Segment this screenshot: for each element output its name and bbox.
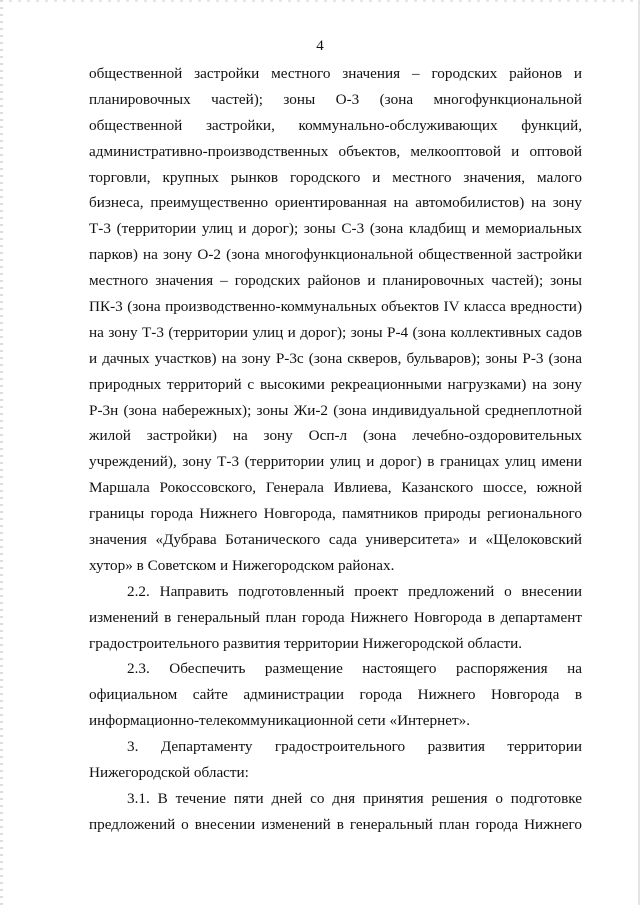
text-line: бизнеса, преимущественно ориентированная на автомобилистов) на зону xyxy=(89,194,582,212)
text-line: 2.3. Обеспечить размещение настоящего распоряжения на xyxy=(127,660,582,678)
text-line: парков) на зону О-2 (зона многофункциональной общественной застройки xyxy=(89,246,582,264)
text-line: Нижегородской области: xyxy=(89,764,249,782)
text-line: на зону Т-3 (территории улиц и дорог); зоны Р-4 (зона коллективных садов xyxy=(89,323,582,341)
text-line: информационно-телекоммуникационной сети «Интернет». xyxy=(89,712,471,730)
text-line: местного значения – городских районов и планировочных частей); зоны xyxy=(89,272,582,290)
scan-edge-left xyxy=(0,0,3,905)
text-line: Р-3н (зона набережных); зоны Жи-2 (зона индивидуальной среднеплотной xyxy=(89,401,582,419)
paragraph-item-3-1 xyxy=(89,786,582,838)
text-line: 2.2. Направить подготовленный проект предложений о внесении xyxy=(127,582,582,600)
text-line: административно-производственных объектов, мелкооптовой и оптовой xyxy=(89,142,582,160)
text-line: градостроительного развития территории Нижегородской области. xyxy=(89,634,523,652)
text-line: Т-3 (территории улиц и дорог); зоны С-3 (зона кладбищ и мемориальных xyxy=(89,220,582,238)
page-number: 4 xyxy=(316,38,324,54)
text-line: жилой застройки) на зону Осп-л (зона лечебно-оздоровительных xyxy=(89,427,582,445)
text-line: границы города Нижнего Новгорода, памятников природы регионального xyxy=(89,505,582,523)
text-line: ПК-3 (зона производственно-коммунальных объектов IV класса вредности) xyxy=(89,298,582,316)
scan-edge-top xyxy=(0,0,640,2)
text-line: 3.1. В течение пяти дней со дня принятия решения о подготовке xyxy=(127,789,582,807)
paragraph-zones-continuation xyxy=(89,61,582,579)
text-line: и дачных участков) на зону Р-3с (зона скверов, бульваров); зоны Р-3 (зона xyxy=(89,349,582,367)
text-line: общественной застройки, коммунально-обслуживающих функций, xyxy=(89,116,582,134)
text-line: официальном сайте администрации города Нижнего Новгорода в xyxy=(89,686,582,704)
text-line: Маршала Рокоссовского, Генерала Ивлиева, Казанского шоссе, южной xyxy=(89,479,582,497)
text-line: общественной застройки местного значения – городских районов и xyxy=(89,65,582,82)
paragraph-item-2-3 xyxy=(89,656,582,734)
text-line: природных территорий с высокими рекреационными нагрузками) на зону xyxy=(89,375,582,393)
text-line: 3. Департаменту градостроительного развития территории xyxy=(127,738,582,756)
text-line: значения «Дубрава Ботанического сада университета» и «Щелоковский xyxy=(89,531,582,549)
document-body xyxy=(89,61,582,838)
text-line: торговли, крупных рынков городского и местного значения, малого xyxy=(89,168,582,186)
text-line: предложений о внесении изменений в генеральный план города Нижнего xyxy=(89,815,582,833)
text-line: планировочных частей); зоны О-3 (зона многофункциональной xyxy=(89,90,582,108)
text-line: изменений в генеральный план города Нижнего Новгорода в департамент xyxy=(89,608,582,626)
text-line: хутор» в Советском и Нижегородском районах. xyxy=(89,556,395,574)
paragraph-item-2-2 xyxy=(89,579,582,657)
text-line: учреждений), зону Т-3 (территории улиц и дорог) в границах улиц имени xyxy=(89,453,582,471)
paragraph-item-3 xyxy=(89,734,582,786)
